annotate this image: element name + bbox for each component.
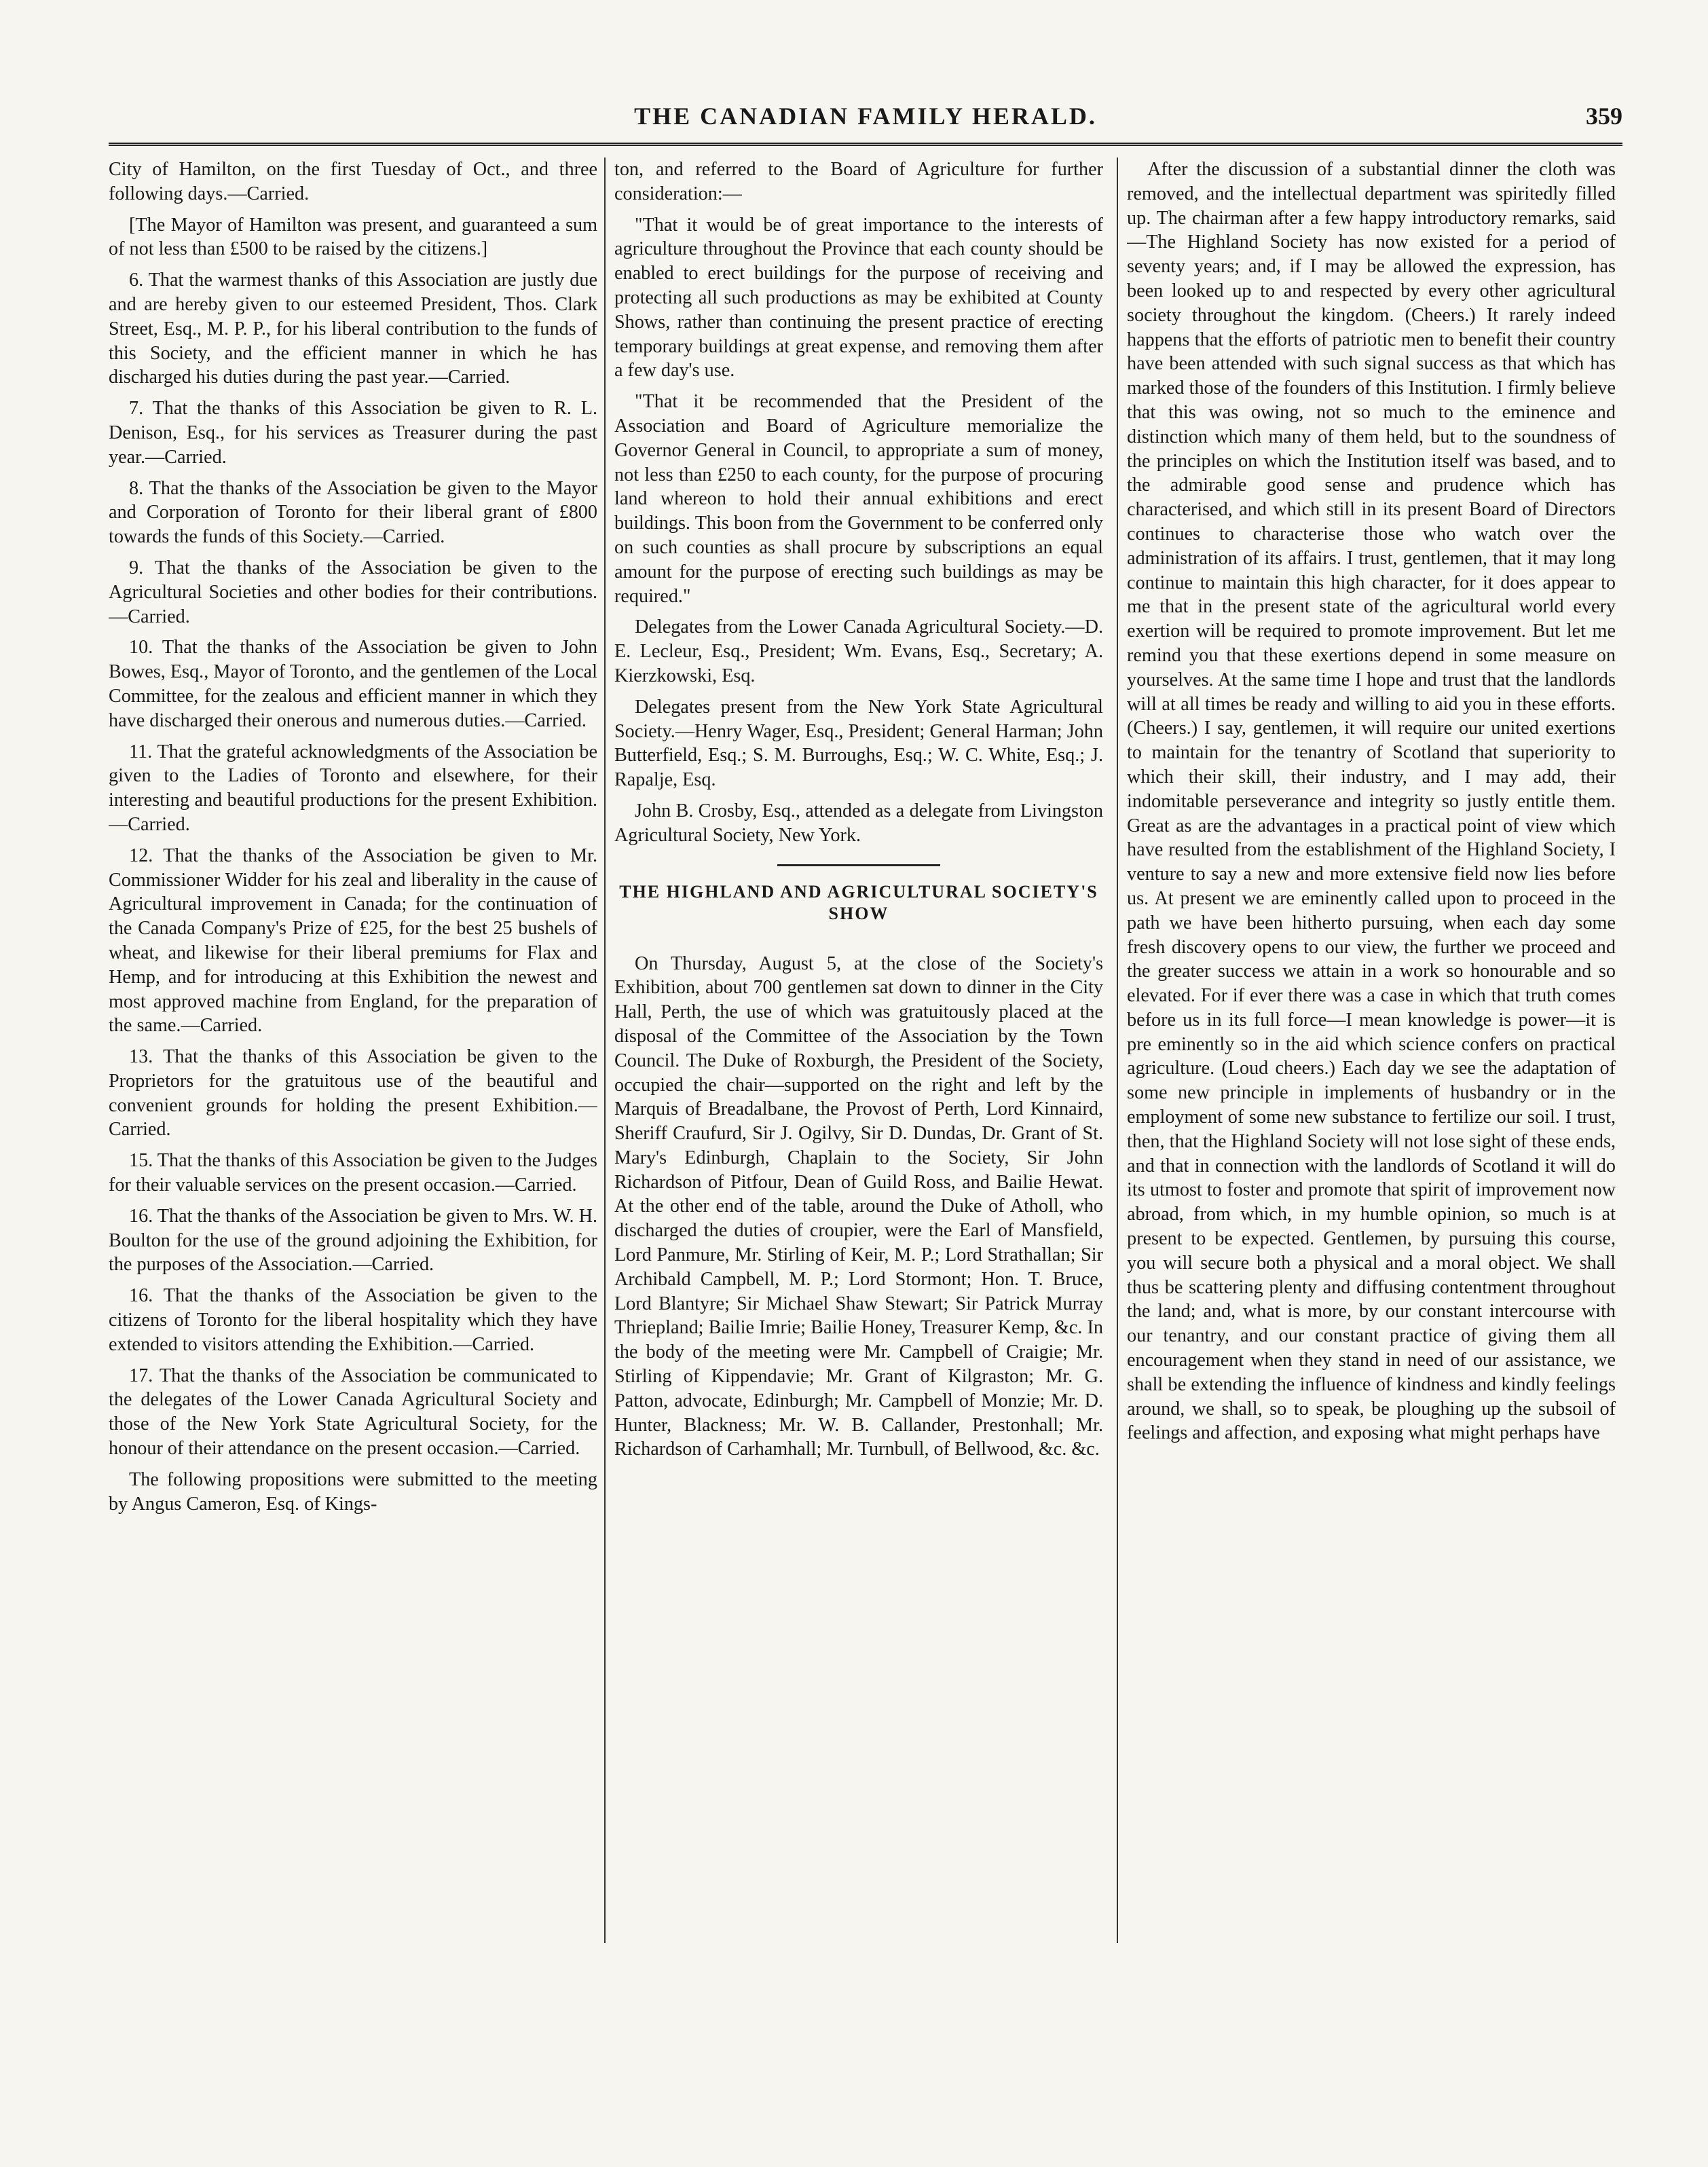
paragraph: 9. That the thanks of the Association be given to the Agricultural Societies and other bodies for their contributions.—Carried. — [109, 557, 597, 627]
column-3 — [1127, 158, 1616, 1943]
column-rule-1 — [604, 158, 606, 1943]
paragraph: 12. That the thanks of the Association be given to Mr. Commissioner Widder for his zeal and liberality in the cause of Agricultural improvement in Canada; for the continuation of the Canada Company's Prize of £25, for the best 25 bushels of wheat, and likewise for their liberal premiums for Flax and Hemp, and for introducing at this Exhibition the newest and most approved machine from England, for the preparation of the same.—Carried. — [109, 845, 597, 1037]
paragraph: 6. That the warmest thanks of this Association are justly due and are hereby given to our esteemed President, Thos. Clark Street, Esq., M. P. P., for his liberal contribution to the funds of this Society, and the efficient manner in which he has discharged his duties during the past year.—Carried. — [109, 270, 597, 388]
paragraph: 16. That the thanks of the Association be given to Mrs. W. H. Boulton for the use of the ground adjoining the Exhibition, for the purposes of the Association.—Carried. — [109, 1205, 597, 1276]
paragraph: 10. That the thanks of the Association be given to John Bowes, Esq., Mayor of Toronto, and the gentlemen of the Local Committee, for the zealous and efficient manner in which they have discharged their onerous and numerous duties.—Carried. — [109, 637, 597, 731]
column-rule-2 — [1117, 158, 1118, 1943]
running-title: THE CANADIAN FAMILY HERALD. — [634, 103, 1097, 130]
paragraph: After the discussion of a substantial dinner the cloth was removed, and the intellectual department was spiritedly filled up. The chairman after a few happy introductory remarks, said—The Highland Society has now existed for a period of seventy years; and, if I may be allowed the expression, has been looked up to and respected by every other agricultural society throughout the kingdom. (Cheers.) It rarely indeed happens that the efforts of patriotic men to benefit their country have been attended with such signal success as that which has marked those of the founders of this Institution. I firmly believe that this was owing, not so much to the eminence and distinction which many of them held, but to the soundness of the principles on which the Institution itself was based, and to the admirable good sense and prudence which has characterised, and which still in its present Board of Directors continues to characterise those who watch over the administration of its affairs. I trust, gentlemen, that it may long continue to maintain this high character, for it does appear to me that in the present state of the agricultural world every exertion will be required to promote improvement. But let me remind you that these exertions depend in some measure on yourselves. At the same time I hope and trust that the landlords will at all times be ready and willing to aid you in these efforts. (Cheers.) I say, gentlemen, it will require our united exertions to maintain for the tenantry of Scotland that superiority to which their skill, their industry, and I may add, their indomitable perseverance and integrity so justly entitle them. Great as are the advantages in a practical point of view which have resulted from the establishment of the Highland Society, I venture to say a new and more extensive field now lies before us. At present we are eminently called upon to proceed in the path we have been hitherto pursuing, when each day some fresh discovery opens to our view, the further we proceed and the greater success we attain in a work so honourable and so elevated. For if ever there was a case in which that truth comes before us in its full force—I mean knowledge is power—it is pre eminently so in the aid which science confers on practical agriculture. (Loud cheers.) Each day we see the adaptation of some new principle in implements of husbandry or in the employment of some new substance to fertilize our soil. I trust, then, that the Highland Society will not lose sight of these ends, and that in connection with the landlords of Scotland it will do its utmost to foster and promote that spirit of improvement now abroad, from which, in my humble opinion, so much is at present to be expected. Gentlemen, by pursuing this course, you will secure both a physical and a moral object. We shall thus be scattering plenty and diffusing contentment throughout the land; and, what is more, by our constant intercourse with our tenantry, and our constant practice of giving them all encouragement when they stand in need of our assistance, we shall be extending the influence of kindness and kindly feelings around, we shall, so to speak, be ploughing up the subsoil of feelings and affection, and exposing what might perhaps have — [1127, 159, 1616, 1444]
column-2 — [614, 158, 1103, 1943]
page-number: 359 — [1586, 103, 1622, 130]
paragraph: 17. That the thanks of the Association be communicated to the delegates of the Lower Canada Agricultural Society and those of the New York State Agricultural Society, for the honour of their attendance on the present occasion.—Carried. — [109, 1365, 597, 1460]
column-2-bottom-text — [614, 952, 1103, 1462]
paragraph: "That it be recommended that the President of the Association and Board of Agriculture memorialize the Governor General in Council, to appropriate a sum of money, not less than £250 to each county, for the purpose of procuring land whereon to hold their annual exhibitions and erect buildings. This boon from the Government to be conferred only on such counties as shall procure by subscriptions an equal amount for the purpose of erecting such buildings as may be required." — [614, 391, 1103, 607]
paragraph: 13. That the thanks of this Association be given to the Proprietors for the gratuitous use of the beautiful and convenient grounds for holding the present Exhibition.—Carried. — [109, 1046, 597, 1141]
column-2-top-text — [614, 158, 1103, 848]
section-heading: THE HIGHLAND AND AGRICULTURAL SOCIETY'S SHOW — [619, 881, 1098, 923]
section-divider — [777, 864, 940, 866]
paragraph: "That it would be of great importance to the interests of agriculture throughout the Province that each county should be enabled to erect buildings for the purpose of receiving and protecting all such productions as may be exhibited at County Shows, rather than continuing the present practice of erecting temporary buildings at great expense, and removing them after a few day's use. — [614, 214, 1103, 382]
header-rule — [109, 143, 1622, 146]
paragraph: [The Mayor of Hamilton was present, and guaranteed a sum of not less than £500 to be raised by the citizens.] — [109, 214, 597, 260]
paragraph: The following propositions were submitted to the meeting by Angus Cameron, Esq. of Kings- — [109, 1468, 597, 1515]
paragraph: John B. Crosby, Esq., attended as a delegate from Livingston Agricultural Society, New York. — [614, 800, 1103, 846]
paragraph: Delegates present from the New York State Agricultural Society.—Henry Wager, Esq., President; General Harman; John Butterfield, Esq.; S. M. Burroughs, Esq.; W. C. White, Esq.; J. Rapalje, Esq. — [614, 696, 1103, 791]
paragraph: ton, and referred to the Board of Agriculture for further consideration:— — [614, 159, 1103, 204]
paragraph: 11. That the grateful acknowledgments of the Association be given to the Ladies of Toronto and elsewhere, for their interesting and beautiful productions for the present Exhibition.—Carried. — [109, 741, 597, 835]
paragraph: Delegates from the Lower Canada Agricultural Society.—D. E. Lecleur, Esq., President; Wm. Evans, Esq., Secretary; A. Kierzkowski, Esq. — [614, 616, 1103, 686]
paragraph: On Thursday, August 5, at the close of the Society's Exhibition, about 700 gentlemen sat down to dinner in the City Hall, Perth, the use of which was gratuitously placed at the disposal of the Committee of the Association by the Town Council. The Duke of Roxburgh, the President of the Society, occupied the chair—supported on the right and left by the Marquis of Breadalbane, the Provost of Perth, Lord Kinnaird, Sheriff Craufurd, Sir J. Ogilvy, Sir D. Dundas, Dr. Grant of St. Mary's Edinburgh, Chaplain to the Society, Sir John Richardson of Pitfour, Dean of Guild Ross, and Bailie Hewat. At the other end of the table, around the Duke of Atholl, who discharged the duties of croupier, were the Earl of Mansfield, Lord Panmure, Mr. Stirling of Keir, M. P.; Lord Strathallan; Sir Archibald Campbell, M. P.; Lord Stormont; Hon. T. Bruce, Lord Blantyre; Sir Michael Shaw Stewart; Sir Patrick Murray Thriepland; Bailie Imrie; Bailie Honey, Treasurer Kemp, &c. In the body of the meeting were Mr. Campbell of Craigie; Mr. Stirling of Kippendavie; Mr. Grant of Kilgraston; Mr. G. Patton, advocate, Edinburgh; Mr. Campbell of Monzie; Mr. D. Hunter, Blackness; Mr. W. B. Callander, Prestonhall; Mr. Richardson of Carhamhall; Mr. Turnbull, of Bellwood, &c. &c. — [614, 952, 1103, 1460]
paragraph: 15. That the thanks of this Association be given to the Judges for their valuable services on the present occasion.—Carried. — [109, 1150, 597, 1196]
column-1 — [109, 158, 597, 1943]
paragraph: 7. That the thanks of this Association be given to R. L. Denison, Esq., for his services as Treasurer during the past year.—Carried. — [109, 398, 597, 468]
paragraph: 8. That the thanks of the Association be given to the Mayor and Corporation of Toronto for their liberal grant of £800 towards the funds of this Society.—Carried. — [109, 477, 597, 548]
paragraph: 16. That the thanks of the Association be given to the citizens of Toronto for the liberal hospitality which they have extended to visitors attending the Exhibition.—Carried. — [109, 1285, 597, 1355]
page-header — [109, 102, 1622, 143]
paragraph: City of Hamilton, on the first Tuesday of Oct., and three following days.—Carried. — [109, 159, 597, 204]
